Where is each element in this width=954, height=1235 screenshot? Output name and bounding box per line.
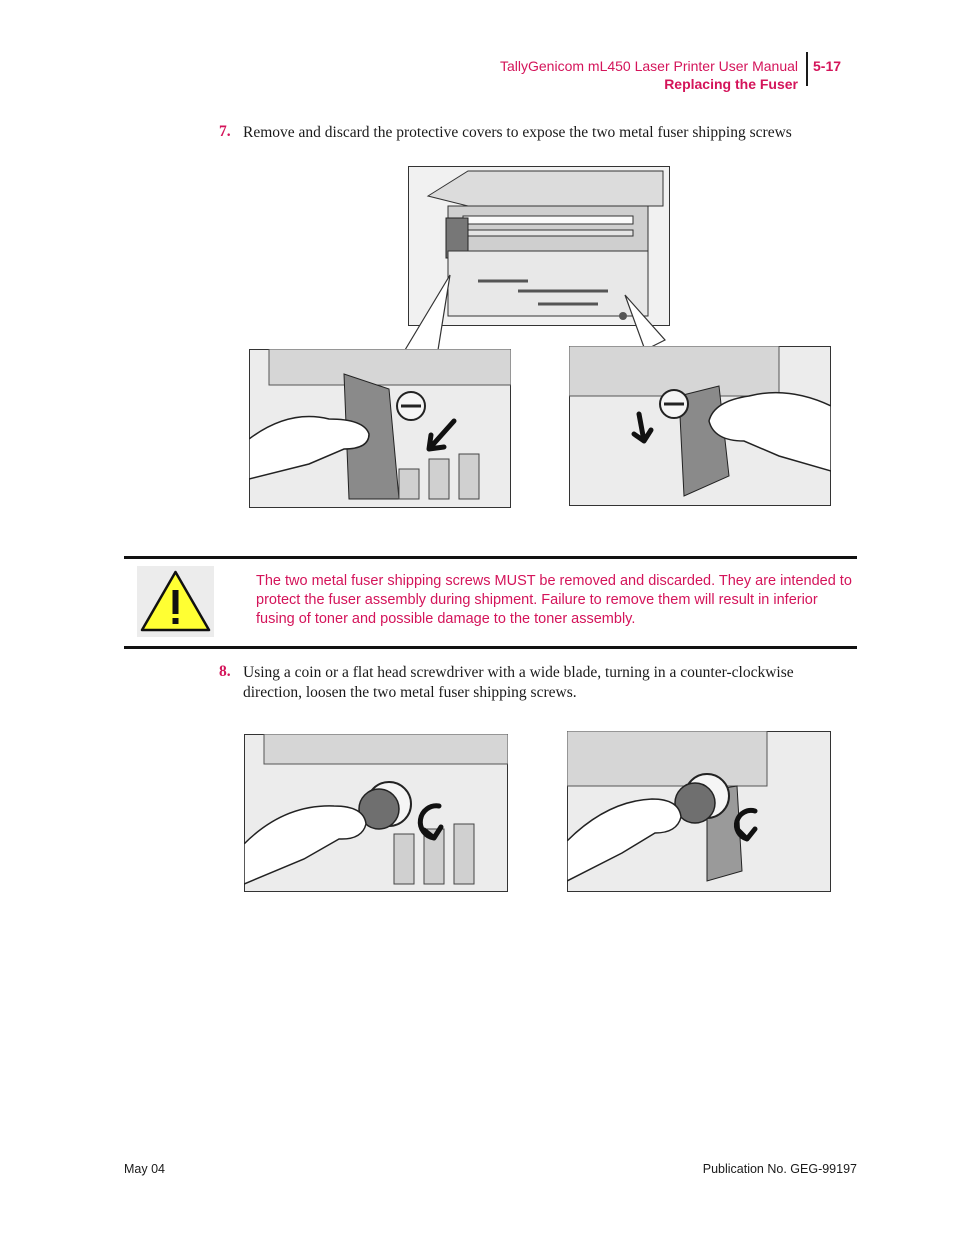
caution-icon-box — [137, 566, 214, 637]
warning-triangle-icon — [137, 566, 214, 637]
manual-title: TallyGenicom mL450 Laser Printer User Manual — [499, 58, 798, 74]
step-7-number: 7. — [219, 123, 231, 140]
page-number: 5-17 — [813, 58, 842, 74]
step-8-text: Using a coin or a flat head screwdriver with a wide blade, turning in a counter-clockwise direction, loosen the two metal fuser shipping screws. — [243, 664, 794, 701]
step-8-number: 8. — [219, 663, 231, 680]
section-title: Replacing the Fuser — [664, 76, 798, 92]
right-cover-removal-illustration — [569, 346, 831, 506]
caution-text: The two metal fuser shipping screws MUST be removed and discarded. They are intended to protect the fuser assembly during shipment. Failure to remove them will result in inferior fusing of toner and possible damage to the toner assembly. — [256, 573, 852, 627]
left-screw-loosening-illustration — [244, 734, 508, 892]
footer-date: May 04 — [124, 1162, 165, 1176]
footer-publication: Publication No. GEG-99197 — [702, 1162, 857, 1176]
right-screw-loosening-illustration — [567, 731, 831, 892]
header-divider — [806, 52, 808, 86]
left-cover-removal-illustration — [249, 349, 511, 508]
step-7-text: Remove and discard the protective covers to expose the two metal fuser shipping screws — [243, 124, 792, 141]
caution-top-rule — [124, 556, 857, 559]
caution-bottom-rule — [124, 646, 857, 649]
